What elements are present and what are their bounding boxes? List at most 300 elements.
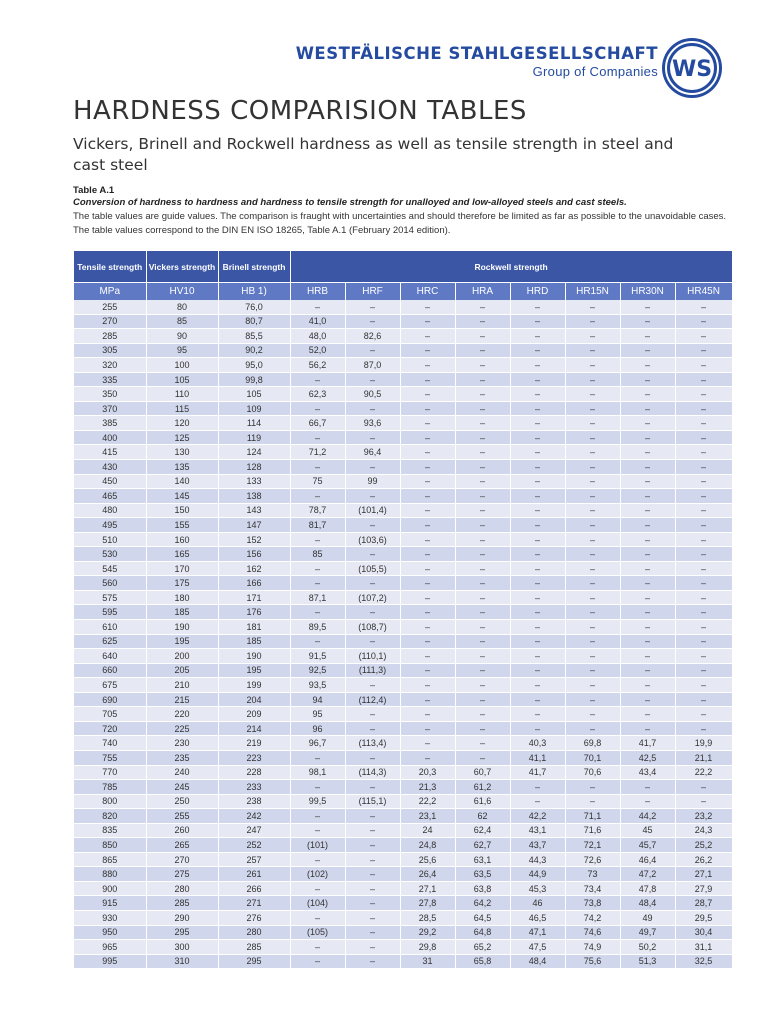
table-cell: 170	[146, 561, 218, 576]
table-cell: 147	[218, 518, 290, 533]
table-cell: 209	[218, 707, 290, 722]
table-cell: 800	[74, 794, 146, 809]
table-cell: 625	[74, 634, 146, 649]
table-cell: –	[565, 707, 620, 722]
table-cell: –	[675, 605, 732, 620]
unit-header: HRC	[400, 283, 455, 301]
table-row	[74, 910, 732, 925]
table-cell: 96,4	[345, 445, 400, 460]
table-cell: –	[675, 503, 732, 518]
table-cell: –	[455, 503, 510, 518]
table-cell: 160	[146, 532, 218, 547]
table-row	[74, 940, 732, 955]
table-cell: 90,2	[218, 343, 290, 358]
table-cell: 200	[146, 649, 218, 664]
table-cell: 120	[146, 416, 218, 431]
table-cell: –	[510, 620, 565, 635]
table-cell: –	[345, 940, 400, 955]
table-cell: 49,7	[620, 925, 675, 940]
table-cell: –	[620, 663, 675, 678]
table-cell: 275	[146, 867, 218, 882]
table-cell: 105	[218, 387, 290, 402]
table-cell: –	[510, 343, 565, 358]
table-row	[74, 634, 732, 649]
table-cell: 124	[218, 445, 290, 460]
table-cell: 41,7	[510, 765, 565, 780]
table-cell: –	[620, 576, 675, 591]
table-cell: 23,1	[400, 809, 455, 824]
table-cell: –	[565, 445, 620, 460]
table-cell: –	[510, 518, 565, 533]
table-cell: –	[565, 678, 620, 693]
table-cell: 640	[74, 649, 146, 664]
table-cell: 89,5	[290, 620, 345, 635]
table-cell: 22,2	[675, 765, 732, 780]
table-cell: –	[675, 780, 732, 795]
table-cell: 80	[146, 300, 218, 314]
table-cell: –	[620, 416, 675, 431]
table-cell: 25,2	[675, 838, 732, 853]
table-cell: 70,1	[565, 750, 620, 765]
table-cell: 238	[218, 794, 290, 809]
table-cell: –	[290, 780, 345, 795]
table-cell: 195	[146, 634, 218, 649]
table-cell: –	[510, 794, 565, 809]
table-row	[74, 605, 732, 620]
table-cell: –	[675, 314, 732, 329]
table-cell: 245	[146, 780, 218, 795]
table-cell: –	[400, 547, 455, 562]
table-row	[74, 809, 732, 824]
table-cell: –	[400, 576, 455, 591]
table-cell: –	[400, 692, 455, 707]
table-cell: –	[510, 634, 565, 649]
table-cell: 82,6	[345, 329, 400, 344]
table-cell: –	[400, 430, 455, 445]
table-cell: –	[290, 532, 345, 547]
table-cell: 90,5	[345, 387, 400, 402]
table-cell: 285	[74, 329, 146, 344]
header-brinell: Brinell strength	[218, 251, 290, 283]
table-cell: –	[675, 576, 732, 591]
table-cell: 21,3	[400, 780, 455, 795]
table-cell: 305	[74, 343, 146, 358]
table-cell: –	[400, 721, 455, 736]
table-cell: –	[565, 794, 620, 809]
unit-header: HR15N	[565, 283, 620, 301]
table-cell: 675	[74, 678, 146, 693]
table-cell: –	[345, 896, 400, 911]
table-cell: 510	[74, 532, 146, 547]
table-cell: –	[345, 518, 400, 533]
ws-logo-icon	[660, 36, 724, 100]
table-cell: –	[675, 547, 732, 562]
table-cell: 205	[146, 663, 218, 678]
unit-header: HRB	[290, 283, 345, 301]
table-cell: (114,3)	[345, 765, 400, 780]
table-cell: –	[565, 474, 620, 489]
table-cell: –	[510, 692, 565, 707]
unit-header: MPa	[74, 283, 146, 301]
table-cell: –	[345, 867, 400, 882]
table-cell: 85,5	[218, 329, 290, 344]
page-title: HARDNESS COMPARISION TABLES	[73, 96, 527, 126]
table-cell: 71,1	[565, 809, 620, 824]
table-cell: 81,7	[290, 518, 345, 533]
table-cell: –	[510, 358, 565, 373]
table-cell: –	[400, 372, 455, 387]
table-cell: –	[565, 590, 620, 605]
table-row	[74, 620, 732, 635]
table-cell: 820	[74, 809, 146, 824]
table-cell: –	[400, 605, 455, 620]
table-cell: 24	[400, 823, 455, 838]
table-cell: –	[565, 387, 620, 402]
table-cell: –	[510, 401, 565, 416]
table-cell: –	[565, 620, 620, 635]
table-row	[74, 649, 732, 664]
table-cell: –	[400, 663, 455, 678]
table-cell: –	[345, 678, 400, 693]
table-label: Table A.1	[73, 185, 115, 196]
table-row	[74, 489, 732, 504]
table-cell: –	[290, 460, 345, 475]
table-cell: –	[565, 692, 620, 707]
table-cell: –	[510, 430, 565, 445]
table-cell: 310	[146, 954, 218, 969]
table-cell: 370	[74, 401, 146, 416]
table-cell: 24,8	[400, 838, 455, 853]
table-cell: 74,6	[565, 925, 620, 940]
table-row	[74, 416, 732, 431]
table-cell: –	[455, 576, 510, 591]
table-row	[74, 460, 732, 475]
table-cell: –	[345, 954, 400, 969]
table-cell: 320	[74, 358, 146, 373]
table-cell: 70,6	[565, 765, 620, 780]
table-cell: 69,8	[565, 736, 620, 751]
table-cell: 40,3	[510, 736, 565, 751]
table-cell: –	[565, 532, 620, 547]
table-cell: –	[675, 794, 732, 809]
table-cell: –	[345, 809, 400, 824]
table-cell: 96	[290, 721, 345, 736]
header-tensile: Tensile strength	[74, 251, 146, 283]
table-cell: 72,1	[565, 838, 620, 853]
table-cell: 152	[218, 532, 290, 547]
table-cell: –	[620, 518, 675, 533]
table-cell: –	[455, 590, 510, 605]
table-cell: 74,9	[565, 940, 620, 955]
table-cell: –	[675, 590, 732, 605]
table-cell: –	[565, 780, 620, 795]
hardness-table	[74, 251, 733, 969]
table-cell: –	[400, 445, 455, 460]
table-cell: –	[565, 401, 620, 416]
table-cell: –	[400, 518, 455, 533]
table-cell: –	[345, 300, 400, 314]
table-cell: 27,8	[400, 896, 455, 911]
table-cell: –	[675, 707, 732, 722]
table-cell: –	[290, 561, 345, 576]
table-cell: 71,6	[565, 823, 620, 838]
table-cell: 850	[74, 838, 146, 853]
table-cell: –	[565, 416, 620, 431]
table-cell: –	[510, 503, 565, 518]
table-cell: 295	[218, 954, 290, 969]
table-cell: 56,2	[290, 358, 345, 373]
table-cell: (102)	[290, 867, 345, 882]
table-cell: 176	[218, 605, 290, 620]
table-cell: –	[675, 663, 732, 678]
table-cell: –	[290, 809, 345, 824]
table-cell: 119	[218, 430, 290, 445]
table-cell: –	[510, 605, 565, 620]
table-cell: –	[455, 329, 510, 344]
table-cell: –	[400, 678, 455, 693]
table-cell: 87,0	[345, 358, 400, 373]
table-cell: (110,1)	[345, 649, 400, 664]
table-cell: –	[510, 576, 565, 591]
table-cell: 190	[218, 649, 290, 664]
table-row	[74, 474, 732, 489]
table-cell: 242	[218, 809, 290, 824]
table-row	[74, 780, 732, 795]
table-cell: 66,7	[290, 416, 345, 431]
table-cell: 105	[146, 372, 218, 387]
table-cell: 44,2	[620, 809, 675, 824]
table-cell: 125	[146, 430, 218, 445]
table-cell: 285	[218, 940, 290, 955]
table-cell: –	[675, 532, 732, 547]
table-cell: 595	[74, 605, 146, 620]
table-cell: –	[400, 474, 455, 489]
unit-header-row	[74, 283, 732, 301]
table-cell: –	[675, 634, 732, 649]
table-cell: 965	[74, 940, 146, 955]
table-cell: –	[455, 561, 510, 576]
table-cell: –	[400, 401, 455, 416]
table-cell: –	[510, 780, 565, 795]
table-body	[74, 300, 732, 969]
table-cell: –	[290, 954, 345, 969]
table-cell: (107,2)	[345, 590, 400, 605]
table-row	[74, 736, 732, 751]
table-cell: –	[345, 721, 400, 736]
brand-name: WESTFÄLISCHE STAHLGESELLSCHAFT	[295, 44, 658, 63]
table-cell: 415	[74, 445, 146, 460]
table-cell: 73,8	[565, 896, 620, 911]
table-cell: 145	[146, 489, 218, 504]
table-cell: –	[455, 387, 510, 402]
table-cell: 109	[218, 401, 290, 416]
table-cell: 51,3	[620, 954, 675, 969]
table-cell: 220	[146, 707, 218, 722]
table-cell: 400	[74, 430, 146, 445]
table-cell: 46,4	[620, 852, 675, 867]
table-cell: 47,2	[620, 867, 675, 882]
table-row	[74, 925, 732, 940]
table-cell: –	[455, 300, 510, 314]
table-row	[74, 707, 732, 722]
table-cell: 95,0	[218, 358, 290, 373]
table-cell: –	[345, 881, 400, 896]
table-cell: 28,7	[675, 896, 732, 911]
table-row	[74, 387, 732, 402]
table-cell: 115	[146, 401, 218, 416]
table-cell: –	[675, 721, 732, 736]
table-cell: –	[455, 707, 510, 722]
table-row	[74, 663, 732, 678]
table-cell: –	[455, 649, 510, 664]
table-cell: 64,8	[455, 925, 510, 940]
table-cell: –	[455, 358, 510, 373]
table-row	[74, 590, 732, 605]
table-cell: 223	[218, 750, 290, 765]
table-cell: –	[290, 750, 345, 765]
table-cell: 266	[218, 881, 290, 896]
table-cell: (105,5)	[345, 561, 400, 576]
unit-header: HR30N	[620, 283, 675, 301]
table-cell: 99,5	[290, 794, 345, 809]
table-cell: 950	[74, 925, 146, 940]
table-cell: 28,5	[400, 910, 455, 925]
table-cell: –	[510, 474, 565, 489]
table-cell: –	[675, 445, 732, 460]
table-cell: –	[675, 678, 732, 693]
table-cell: 41,0	[290, 314, 345, 329]
table-cell: 135	[146, 460, 218, 475]
table-cell: –	[620, 503, 675, 518]
table-cell: 350	[74, 387, 146, 402]
table-cell: –	[510, 387, 565, 402]
table-cell: –	[510, 649, 565, 664]
table-cell: –	[565, 634, 620, 649]
table-row	[74, 503, 732, 518]
table-cell: –	[345, 780, 400, 795]
table-cell: –	[400, 532, 455, 547]
table-cell: 100	[146, 358, 218, 373]
logo-text: WS	[671, 57, 713, 82]
table-row	[74, 372, 732, 387]
table-cell: 98,1	[290, 765, 345, 780]
table-cell: –	[345, 460, 400, 475]
table-cell: –	[565, 430, 620, 445]
table-cell: –	[620, 445, 675, 460]
table-cell: –	[620, 692, 675, 707]
table-cell: –	[675, 372, 732, 387]
table-cell: 29,8	[400, 940, 455, 955]
table-cell: –	[345, 343, 400, 358]
table-cell: 230	[146, 736, 218, 751]
table-cell: 128	[218, 460, 290, 475]
table-cell: –	[455, 605, 510, 620]
table-cell: 19,9	[675, 736, 732, 751]
table-cell: –	[455, 678, 510, 693]
table-row	[74, 852, 732, 867]
table-cell: –	[510, 329, 565, 344]
table-cell: 96,7	[290, 736, 345, 751]
table-cell: –	[400, 329, 455, 344]
table-cell: –	[675, 692, 732, 707]
table-cell: –	[675, 401, 732, 416]
table-cell: 835	[74, 823, 146, 838]
table-cell: 75	[290, 474, 345, 489]
table-cell: –	[510, 707, 565, 722]
table-cell: 210	[146, 678, 218, 693]
table-cell: –	[400, 649, 455, 664]
table-cell: 26,2	[675, 852, 732, 867]
table-cell: (113,4)	[345, 736, 400, 751]
table-cell: –	[400, 503, 455, 518]
table-row	[74, 358, 732, 373]
table-cell: –	[290, 634, 345, 649]
table-cell: 545	[74, 561, 146, 576]
table-cell: –	[510, 678, 565, 693]
table-cell: –	[675, 387, 732, 402]
table-cell: –	[565, 663, 620, 678]
table-cell: –	[620, 707, 675, 722]
table-cell: 63,8	[455, 881, 510, 896]
table-cell: 48,0	[290, 329, 345, 344]
table-cell: –	[620, 634, 675, 649]
table-row	[74, 896, 732, 911]
table-cell: 740	[74, 736, 146, 751]
table-cell: (105)	[290, 925, 345, 940]
table-cell: 27,1	[675, 867, 732, 882]
table-cell: –	[455, 736, 510, 751]
table-cell: 219	[218, 736, 290, 751]
table-cell: –	[510, 547, 565, 562]
table-cell: –	[510, 416, 565, 431]
table-cell: 21,1	[675, 750, 732, 765]
table-cell: 530	[74, 547, 146, 562]
table-cell: (111,3)	[345, 663, 400, 678]
table-cell: –	[290, 940, 345, 955]
table-cell: –	[565, 721, 620, 736]
table-cell: –	[290, 576, 345, 591]
table-cell: 252	[218, 838, 290, 853]
table-cell: –	[620, 620, 675, 635]
group-header-row	[74, 251, 732, 283]
table-cell: 770	[74, 765, 146, 780]
table-cell: 31	[400, 954, 455, 969]
table-cell: –	[290, 401, 345, 416]
table-cell: –	[345, 910, 400, 925]
table-cell: 880	[74, 867, 146, 882]
table-cell: 23,2	[675, 809, 732, 824]
table-cell: 280	[218, 925, 290, 940]
table-row	[74, 678, 732, 693]
table-cell: 20,3	[400, 765, 455, 780]
table-cell: –	[290, 372, 345, 387]
table-cell: –	[620, 430, 675, 445]
table-cell: –	[455, 430, 510, 445]
table-cell: –	[345, 314, 400, 329]
table-row	[74, 721, 732, 736]
table-cell: –	[675, 561, 732, 576]
brand-subtitle: Group of Companies	[532, 64, 658, 79]
table-cell: –	[400, 620, 455, 635]
table-cell: 215	[146, 692, 218, 707]
table-cell: –	[345, 430, 400, 445]
table-cell: 27,1	[400, 881, 455, 896]
table-cell: 93,6	[345, 416, 400, 431]
unit-header: HRD	[510, 283, 565, 301]
table-cell: –	[455, 372, 510, 387]
table-cell: –	[345, 852, 400, 867]
table-cell: 915	[74, 896, 146, 911]
